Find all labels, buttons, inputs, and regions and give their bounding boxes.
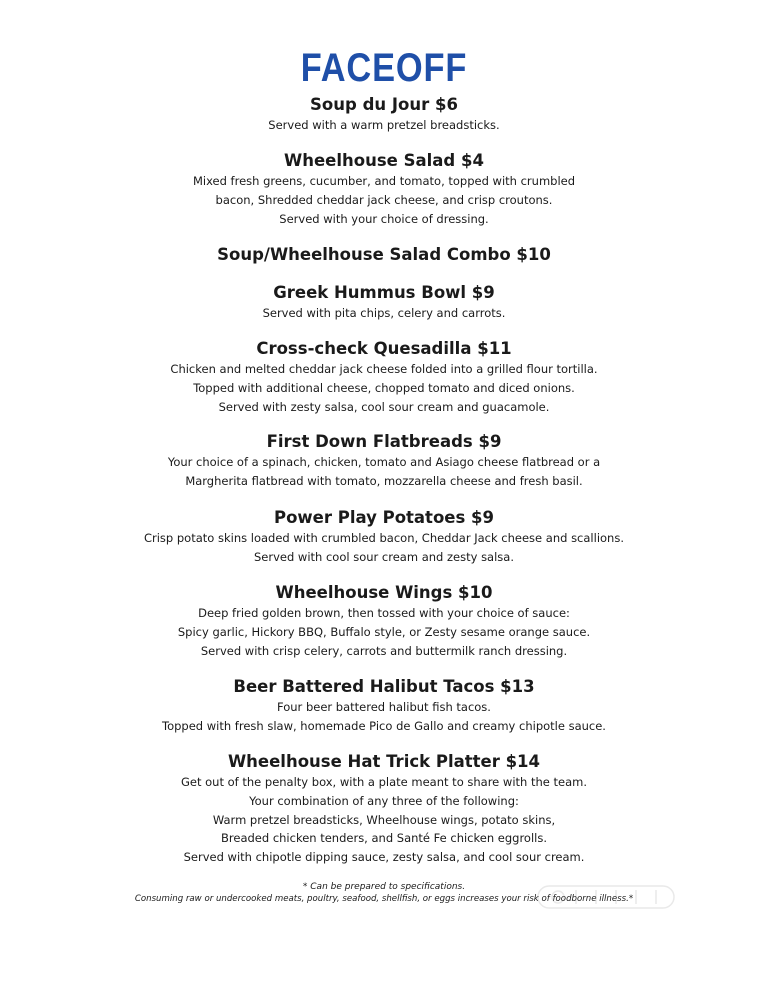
footnote-specifications: * Can be prepared to specifications. (302, 882, 466, 892)
menu-item-desc-line: Topped with fresh slaw, homemade Pico de Gallo and creamy chipotle sauce. (162, 718, 606, 733)
menu-item-desc-line: Crisp potato skins loaded with crumbled bacon, Cheddar Jack cheese and scallions. (143, 531, 624, 545)
menu-item-desc-line: Warm pretzel breadsticks, Wheelhouse wings, potato skins, (212, 812, 556, 827)
menu-item-name: Wheelhouse Salad $4 (284, 151, 484, 170)
menu-item-desc-line: bacon, Shredded cheddar jack cheese, and crisp croutons. (215, 192, 553, 207)
menu-item (0, 431, 768, 491)
menu-item-desc-line: Served with cool sour cream and zesty salsa. (253, 549, 514, 564)
menu-item-desc-line: Topped with additional cheese, chopped tomato and diced onions. (193, 380, 575, 395)
menu-item (0, 507, 768, 567)
menu-item-name: Wheelhouse Hat Trick Platter $14 (227, 752, 541, 771)
menu-item-name: Wheelhouse Wings $10 (275, 583, 493, 602)
menu-item-desc-line: Served with chipotle dipping sauce, zesty salsa, and cool sour cream. (183, 850, 585, 865)
menu-item (0, 751, 768, 867)
menu-item (0, 94, 768, 135)
menu-item-desc-line: Spicy garlic, Hickory BBQ, Buffalo style, or Zesty sesame orange sauce. (177, 624, 591, 639)
menu-item-desc-line: Mixed fresh greens, cucumber, and tomato, topped with crumbled (192, 174, 576, 188)
menu-item-desc-line: Four beer battered halibut fish tacos. (277, 700, 491, 714)
menu-item (0, 582, 768, 660)
menu-item (0, 150, 768, 228)
menu-item-name: Beer Battered Halibut Tacos $13 (233, 677, 535, 696)
menu-item-desc-line: Get out of the penalty box, with a plate meant to share with the team. (180, 775, 587, 789)
menu-item-name: Cross-check Quesadilla $11 (256, 339, 512, 358)
menu-item-desc-line: Served with your choice of dressing. (279, 211, 489, 226)
menu-item-name: Greek Hummus Bowl $9 (273, 283, 495, 302)
menu-title: FACEOFF (300, 46, 468, 90)
menu-item-desc-line: Served with pita chips, celery and carrots. (262, 306, 506, 320)
menu-item-name: Soup du Jour $6 (310, 95, 458, 114)
menu-item (0, 244, 768, 266)
menu-item (0, 338, 768, 416)
menu-item-desc-line: Served with zesty salsa, cool sour cream and guacamole. (218, 399, 550, 414)
menu-item-name: Soup/Wheelhouse Salad Combo $10 (217, 245, 551, 264)
menu-item-desc-line: Margherita flatbread with tomato, mozzarella cheese and fresh basil. (185, 473, 583, 488)
menu-item (0, 282, 768, 323)
menu-item-desc-line: Chicken and melted cheddar jack cheese folded into a grilled flour tortilla. (170, 362, 598, 376)
menu-item-desc-line: Served with crisp celery, carrots and buttermilk ranch dressing. (200, 643, 568, 658)
menu-item-name: Power Play Potatoes $9 (273, 508, 494, 527)
menu-item-desc-line: Your choice of a spinach, chicken, tomato and Asiago cheese flatbread or a (167, 455, 601, 469)
menu-item (0, 676, 768, 736)
footnote-health-warning: Consuming raw or undercooked meats, poultry, seafood, shellfish, or eggs increases your risk of foodborne illness.* (134, 894, 634, 904)
menu-item-desc-line: Your combination of any three of the following: (249, 793, 519, 808)
menu-item-desc-line: Breaded chicken tenders, and Santé Fe chicken eggrolls. (221, 831, 547, 846)
menu-item-desc-line: Deep fried golden brown, then tossed with your choice of sauce: (198, 606, 570, 620)
menu-item-name: First Down Flatbreads $9 (266, 432, 502, 451)
menu-item-desc-line: Served with a warm pretzel breadsticks. (268, 118, 500, 132)
watermark-logo-icon (536, 880, 676, 914)
